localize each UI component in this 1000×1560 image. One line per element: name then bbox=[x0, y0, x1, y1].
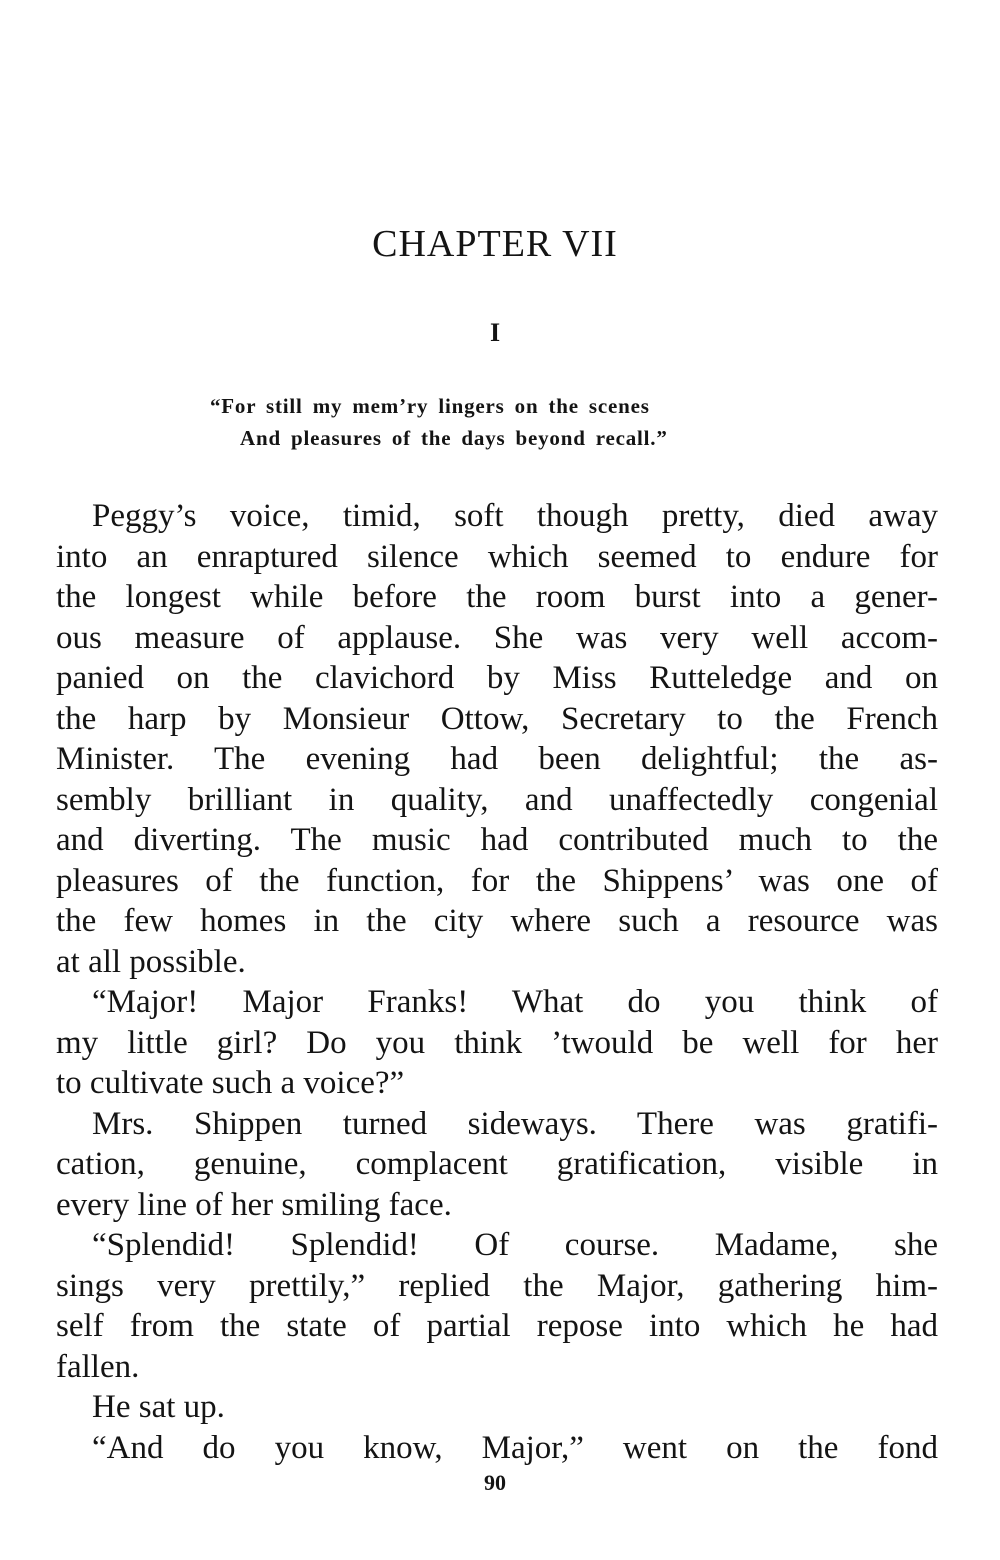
paragraph bbox=[56, 982, 938, 1104]
text-line: and diverting. The music had contributed much to the bbox=[56, 822, 938, 858]
epigraph-line-2: And pleasures of the days beyond recall.” bbox=[240, 426, 668, 450]
paragraph bbox=[56, 496, 938, 982]
text-line: the few homes in the city where such a resource was bbox=[56, 903, 938, 939]
text-line: every line of her smiling face. bbox=[56, 1186, 452, 1223]
paragraph bbox=[56, 1104, 938, 1226]
text-line: cation, genuine, complacent gratification, visible in bbox=[56, 1146, 938, 1182]
epigraph bbox=[210, 390, 830, 454]
paragraph bbox=[56, 1428, 938, 1469]
text-line: He sat up. bbox=[92, 1389, 225, 1425]
chapter-title: CHAPTER VII bbox=[372, 223, 618, 265]
text-line: sembly brilliant in quality, and unaffectedly congenial bbox=[56, 781, 938, 818]
paragraph bbox=[56, 1387, 938, 1428]
text-line: into an enraptured silence which seemed to endure for bbox=[56, 538, 938, 575]
text-line: pleasures of the function, for the Shippens’ was one of bbox=[56, 862, 938, 899]
text-line: my little girl? Do you think ’twould be well for her bbox=[56, 1024, 938, 1061]
text-line: panied on the clavichord by Miss Rutteledge and on bbox=[56, 660, 938, 696]
text-line: fallen. bbox=[56, 1348, 140, 1385]
text-line: “Major! Major Franks! What do you think of bbox=[92, 984, 938, 1020]
text-line: the longest while before the room burst into a gener- bbox=[56, 579, 938, 615]
text-line: the harp by Monsieur Ottow, Secretary to the French bbox=[56, 700, 938, 737]
paragraph bbox=[56, 1225, 938, 1387]
section-number: I bbox=[489, 318, 501, 347]
text-line: to cultivate such a voice?” bbox=[56, 1065, 405, 1101]
text-line: at all possible. bbox=[56, 943, 246, 980]
text-line: Peggy’s voice, timid, soft though pretty, died away bbox=[92, 498, 938, 534]
text-line: Minister. The evening had been delightful; the as- bbox=[56, 741, 938, 777]
text-line: sings very prettily,” replied the Major, gathering him- bbox=[56, 1267, 938, 1304]
text-line: ous measure of applause. She was very well accom- bbox=[56, 619, 938, 656]
body-text bbox=[56, 496, 938, 1468]
text-line: “And do you know, Major,” went on the fond bbox=[92, 1429, 938, 1466]
text-line: “Splendid! Splendid! Of course. Madame, she bbox=[92, 1227, 938, 1263]
page-number: 90 bbox=[484, 1470, 506, 1495]
text-line: Mrs. Shippen turned sideways. There was gratifi- bbox=[92, 1105, 938, 1142]
text-line: self from the state of partial repose into which he had bbox=[56, 1308, 938, 1344]
epigraph-line-1: “For still my mem’ry lingers on the scenes bbox=[210, 394, 650, 418]
